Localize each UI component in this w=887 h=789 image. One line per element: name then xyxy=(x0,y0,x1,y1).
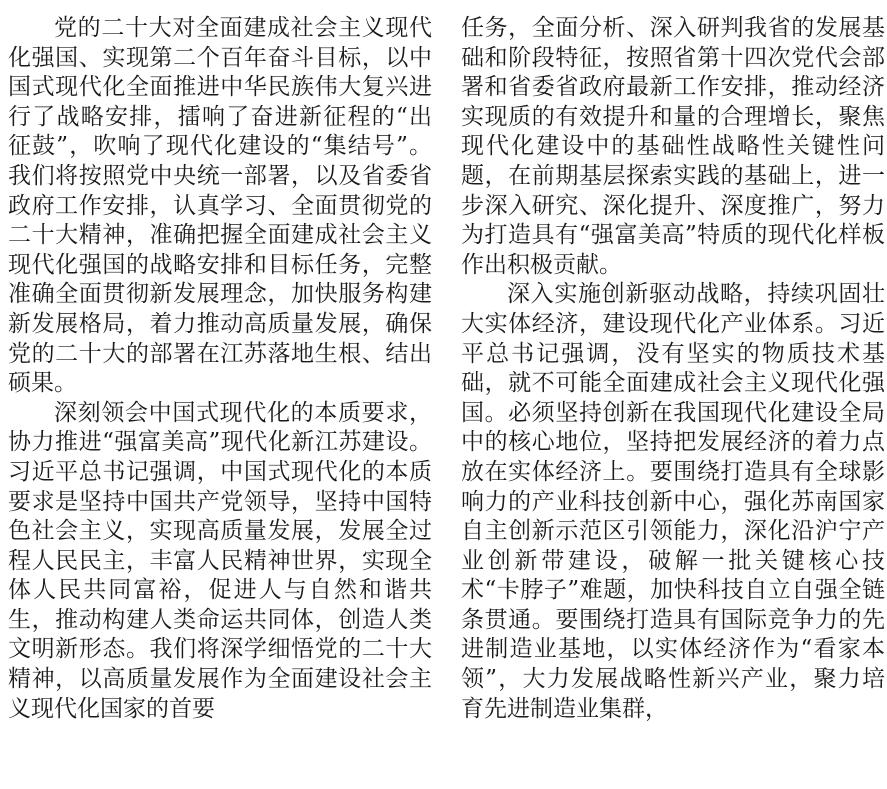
paragraph-2: 深刻领会中国式现代化的本质要求，协力推进“强富美高”现代化新江苏建设。习近平总书记强调，中国式现代化的本质要求是坚持中国共产党领导，坚持中国特色社会主义，实现高质量发展，发展全过程人民民主，丰富人民精神世界，实现全体人民共同富裕，促进人与自然和谐共生，推动构建人类命运共同体，创造人类文明新形态。我们将深学细悟党的二十大精神，以高质量发展作为全面建设社会主义现代化国家的首要 xyxy=(8,399,432,722)
paragraph-2-continued: 任务，全面分析、深入研判我省的发展基础和阶段特征，按照省第十四次党代会部署和省委省政府最新工作安排，推动经济实现质的有效提升和量的合理增长，聚焦现代化建设中的基础性战略性关键性问题，在前期基层探索实践的基础上，进一步深入研究、深化提升、深度推广，努力为打造具有“强富美高”特质的现代化样板作出积极贡献。 xyxy=(461,15,885,278)
left-column xyxy=(8,14,432,724)
paragraph-1: 党的二十大对全面建成社会主义现代化强国、实现第二个百年奋斗目标，以中国式现代化全面推进中华民族伟大复兴进行了战略安排，擂响了奋进新征程的“出征鼓”，吹响了现代化建设的“集结号”。我们将按照党中央统一部署，以及省委省政府工作安排，认真学习、全面贯彻党的二十大精神，准确把握全面建成社会主义现代化强国的战略安排和目标任务，完整准确全面贯彻新发展理念，加快服务构建新发展格局，着力推动高质量发展，确保党的二十大的部署在江苏落地生根、结出硕果。 xyxy=(8,15,432,397)
paragraph-3: 深入实施创新驱动战略，持续巩固壮大实体经济，建设现代化产业体系。习近平总书记强调，没有坚实的物质技术基础，就不可能全面建成社会主义现代化强国。必须坚持创新在我国现代化建设全局中的核心地位，坚持把发展经济的着力点放在实体经济上。要围绕打造具有全球影响力的产业科技创新中心，强化苏南国家自主创新示范区引领能力，深化沿沪宁产业创新带建设，破解一批关键核心技术“卡脖子”难题，加快科技自立自强全链条贯通。要围绕打造具有国际竞争力的先进制造业基地，以实体经济作为“看家本领”，大力发展战略性新兴产业，聚力培育先进制造业集群， xyxy=(461,281,885,722)
right-column xyxy=(461,14,885,724)
